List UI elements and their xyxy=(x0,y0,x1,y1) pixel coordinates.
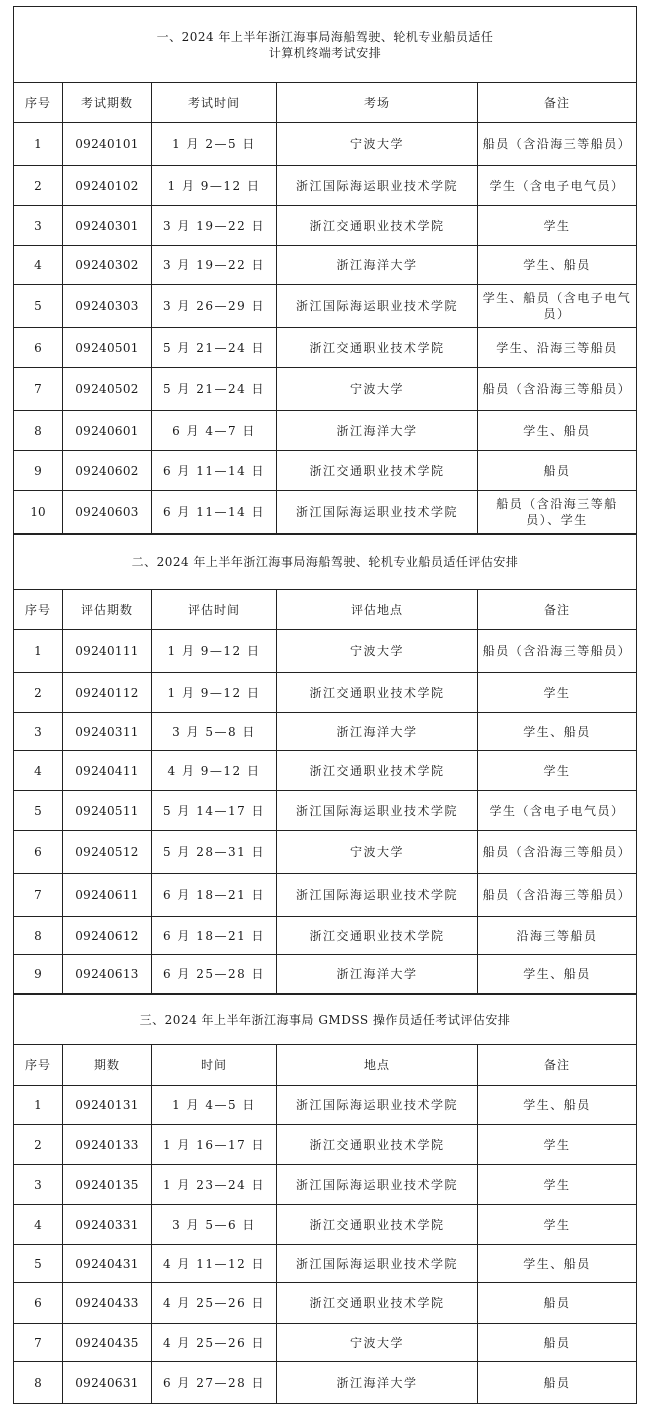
table-cell-note: 学生、沿海三等船员 xyxy=(478,328,637,368)
table-cell-date: 6 月 18—21 日 xyxy=(152,874,277,917)
table-row xyxy=(14,451,637,491)
column-header: 考试时间 xyxy=(152,83,277,123)
table-cell-num: 10 xyxy=(14,491,63,534)
table-row xyxy=(14,831,637,874)
table-row xyxy=(14,713,637,751)
section-title xyxy=(14,7,637,83)
table-cell-num: 6 xyxy=(14,328,63,368)
section-title-line1: 一、2024 年上半年浙江海事局海船驾驶、轮机专业船员适任 xyxy=(156,29,494,44)
table-cell-id: 09240133 xyxy=(63,1125,152,1165)
column-header: 评估地点 xyxy=(277,590,478,630)
table-cell-num: 1 xyxy=(14,1086,63,1125)
table-cell-venue: 宁波大学 xyxy=(277,368,478,411)
table-row xyxy=(14,1165,637,1205)
table-row xyxy=(14,917,637,955)
table-cell-date: 6 月 27—28 日 xyxy=(152,1362,277,1404)
column-header: 考试期数 xyxy=(63,83,152,123)
table-cell-num: 6 xyxy=(14,1283,63,1324)
table-cell-id: 09240311 xyxy=(63,713,152,751)
table-cell-note: 船员（含沿海三等船员） xyxy=(478,123,637,166)
table-cell-date: 1 月 23—24 日 xyxy=(152,1165,277,1205)
table-cell-note: 船员（含沿海三等船员） xyxy=(478,630,637,673)
column-header: 考场 xyxy=(277,83,478,123)
table-cell-num: 7 xyxy=(14,1324,63,1362)
table-row xyxy=(14,1086,637,1125)
table-cell-date: 3 月 19—22 日 xyxy=(152,246,277,285)
table-cell-num: 2 xyxy=(14,673,63,713)
table-cell-note: 船员 xyxy=(478,1362,637,1404)
table-cell-date: 6 月 11—14 日 xyxy=(152,491,277,534)
table-cell-venue: 宁波大学 xyxy=(277,630,478,673)
table-cell-date: 6 月 25—28 日 xyxy=(152,955,277,994)
table-cell-num: 7 xyxy=(14,368,63,411)
table-row xyxy=(14,246,637,285)
table-cell-id: 09240612 xyxy=(63,917,152,955)
table-cell-num: 9 xyxy=(14,955,63,994)
schedule-table-3 xyxy=(13,994,637,1404)
table-cell-venue: 浙江交通职业技术学院 xyxy=(277,1283,478,1324)
table-cell-id: 09240112 xyxy=(63,673,152,713)
table-cell-venue: 宁波大学 xyxy=(277,1324,478,1362)
table-cell-num: 2 xyxy=(14,1125,63,1165)
table-cell-venue: 浙江交通职业技术学院 xyxy=(277,451,478,491)
table-cell-note: 船员 xyxy=(478,451,637,491)
table-cell-note: 学生（含电子电气员） xyxy=(478,791,637,831)
table-cell-id: 09240433 xyxy=(63,1283,152,1324)
table-row xyxy=(14,1283,637,1324)
table-cell-date: 4 月 11—12 日 xyxy=(152,1245,277,1283)
table-row xyxy=(14,1245,637,1283)
schedule-document xyxy=(13,6,636,1404)
table-cell-id: 09240302 xyxy=(63,246,152,285)
column-header: 评估期数 xyxy=(63,590,152,630)
table-row xyxy=(14,411,637,451)
table-cell-venue: 宁波大学 xyxy=(277,123,478,166)
table-cell-num: 1 xyxy=(14,123,63,166)
table-cell-venue: 浙江海洋大学 xyxy=(277,411,478,451)
table-cell-date: 4 月 25—26 日 xyxy=(152,1324,277,1362)
table-row xyxy=(14,285,637,328)
table-row xyxy=(14,751,637,791)
header-row xyxy=(14,590,637,630)
table-cell-venue: 宁波大学 xyxy=(277,831,478,874)
table-cell-note: 学生、船员 xyxy=(478,713,637,751)
column-header: 时间 xyxy=(152,1045,277,1086)
table-cell-num: 5 xyxy=(14,285,63,328)
table-cell-note: 学生、船员 xyxy=(478,1086,637,1125)
table-cell-id: 09240131 xyxy=(63,1086,152,1125)
table-cell-id: 09240613 xyxy=(63,955,152,994)
table-cell-note: 学生、船员 xyxy=(478,246,637,285)
table-row xyxy=(14,166,637,206)
table-cell-note: 学生 xyxy=(478,1125,637,1165)
table-cell-num: 7 xyxy=(14,874,63,917)
table-cell-date: 1 月 9—12 日 xyxy=(152,673,277,713)
column-header: 期数 xyxy=(63,1045,152,1086)
column-header: 序号 xyxy=(14,83,63,123)
table-cell-date: 6 月 4—7 日 xyxy=(152,411,277,451)
table-cell-date: 5 月 14—17 日 xyxy=(152,791,277,831)
section-title-line1: 二、2024 年上半年浙江海事局海船驾驶、轮机专业船员适任评估安排 xyxy=(131,555,519,569)
table-cell-note: 学生 xyxy=(478,206,637,246)
table-cell-num: 4 xyxy=(14,1205,63,1245)
table-cell-id: 09240111 xyxy=(63,630,152,673)
table-cell-num: 8 xyxy=(14,917,63,955)
table-cell-id: 09240611 xyxy=(63,874,152,917)
table-cell-note: 船员 xyxy=(478,1283,637,1324)
table-cell-venue: 浙江国际海运职业技术学院 xyxy=(277,1165,478,1205)
table-cell-note: 学生、船员 xyxy=(478,1245,637,1283)
table-row xyxy=(14,123,637,166)
column-header: 评估时间 xyxy=(152,590,277,630)
table-cell-venue: 浙江交通职业技术学院 xyxy=(277,751,478,791)
table-cell-note: 学生 xyxy=(478,673,637,713)
table-cell-note: 学生、船员 xyxy=(478,411,637,451)
table-cell-num: 3 xyxy=(14,713,63,751)
table-cell-venue: 浙江交通职业技术学院 xyxy=(277,206,478,246)
table-row xyxy=(14,206,637,246)
table-cell-num: 4 xyxy=(14,751,63,791)
section-title-line2: 计算机终端考试安排 xyxy=(268,45,382,60)
header-row xyxy=(14,1045,637,1086)
table-cell-num: 2 xyxy=(14,166,63,206)
table-cell-note: 船员 xyxy=(478,1324,637,1362)
table-cell-venue: 浙江交通职业技术学院 xyxy=(277,1125,478,1165)
table-row xyxy=(14,491,637,534)
table-cell-venue: 浙江海洋大学 xyxy=(277,713,478,751)
table-cell-id: 09240303 xyxy=(63,285,152,328)
table-cell-venue: 浙江海洋大学 xyxy=(277,1362,478,1404)
table-cell-date: 1 月 9—12 日 xyxy=(152,166,277,206)
table-cell-note: 船员（含沿海三等船员） xyxy=(478,874,637,917)
schedule-table-1 xyxy=(13,6,637,534)
table-cell-date: 1 月 4—5 日 xyxy=(152,1086,277,1125)
table-cell-note: 学生、船员 xyxy=(478,955,637,994)
table-row xyxy=(14,1324,637,1362)
table-cell-num: 5 xyxy=(14,791,63,831)
table-cell-id: 09240301 xyxy=(63,206,152,246)
column-header: 备注 xyxy=(478,83,637,123)
table-cell-date: 3 月 19—22 日 xyxy=(152,206,277,246)
table-cell-id: 09240502 xyxy=(63,368,152,411)
table-row xyxy=(14,328,637,368)
table-cell-num: 9 xyxy=(14,451,63,491)
table-cell-venue: 浙江国际海运职业技术学院 xyxy=(277,1086,478,1125)
table-cell-venue: 浙江海洋大学 xyxy=(277,955,478,994)
table-cell-num: 8 xyxy=(14,1362,63,1404)
table-cell-note: 学生 xyxy=(478,751,637,791)
table-cell-venue: 浙江国际海运职业技术学院 xyxy=(277,791,478,831)
table-cell-venue: 浙江国际海运职业技术学院 xyxy=(277,1245,478,1283)
table-cell-id: 09240102 xyxy=(63,166,152,206)
table-cell-date: 1 月 16—17 日 xyxy=(152,1125,277,1165)
table-cell-id: 09240511 xyxy=(63,791,152,831)
column-header: 地点 xyxy=(277,1045,478,1086)
table-cell-venue: 浙江交通职业技术学院 xyxy=(277,1205,478,1245)
table-row xyxy=(14,1205,637,1245)
table-cell-date: 6 月 18—21 日 xyxy=(152,917,277,955)
table-cell-note: 学生 xyxy=(478,1165,637,1205)
table-row xyxy=(14,368,637,411)
table-cell-id: 09240331 xyxy=(63,1205,152,1245)
table-cell-date: 1 月 2—5 日 xyxy=(152,123,277,166)
table-cell-note: 学生、船员（含电子电气员） xyxy=(478,285,637,328)
table-cell-venue: 浙江国际海运职业技术学院 xyxy=(277,874,478,917)
table-row xyxy=(14,874,637,917)
column-header: 序号 xyxy=(14,1045,63,1086)
table-cell-note: 学生 xyxy=(478,1205,637,1245)
table-cell-venue: 浙江国际海运职业技术学院 xyxy=(277,285,478,328)
table-row xyxy=(14,673,637,713)
table-cell-date: 3 月 26—29 日 xyxy=(152,285,277,328)
schedule-table-2 xyxy=(13,534,637,994)
table-cell-id: 09240631 xyxy=(63,1362,152,1404)
table-cell-id: 09240135 xyxy=(63,1165,152,1205)
table-cell-venue: 浙江国际海运职业技术学院 xyxy=(277,166,478,206)
table-cell-num: 3 xyxy=(14,206,63,246)
table-cell-date: 4 月 9—12 日 xyxy=(152,751,277,791)
table-cell-venue: 浙江交通职业技术学院 xyxy=(277,917,478,955)
section-title xyxy=(14,535,637,590)
table-cell-num: 8 xyxy=(14,411,63,451)
column-header: 备注 xyxy=(478,590,637,630)
table-cell-date: 4 月 25—26 日 xyxy=(152,1283,277,1324)
table-cell-note: 船员（含沿海三等船员） xyxy=(478,831,637,874)
table-cell-date: 1 月 9—12 日 xyxy=(152,630,277,673)
table-cell-num: 4 xyxy=(14,246,63,285)
table-row xyxy=(14,791,637,831)
section-title xyxy=(14,995,637,1045)
table-cell-date: 5 月 28—31 日 xyxy=(152,831,277,874)
table-cell-num: 1 xyxy=(14,630,63,673)
table-cell-id: 09240501 xyxy=(63,328,152,368)
table-cell-num: 6 xyxy=(14,831,63,874)
table-cell-id: 09240435 xyxy=(63,1324,152,1362)
table-row xyxy=(14,955,637,994)
table-cell-id: 09240101 xyxy=(63,123,152,166)
table-cell-id: 09240512 xyxy=(63,831,152,874)
table-cell-id: 09240601 xyxy=(63,411,152,451)
table-cell-venue: 浙江海洋大学 xyxy=(277,246,478,285)
table-cell-date: 3 月 5—8 日 xyxy=(152,713,277,751)
column-header: 序号 xyxy=(14,590,63,630)
table-cell-venue: 浙江国际海运职业技术学院 xyxy=(277,491,478,534)
section-title-line1: 三、2024 年上半年浙江海事局 GMDSS 操作员适任考试评估安排 xyxy=(139,1012,511,1027)
column-header: 备注 xyxy=(478,1045,637,1086)
table-row xyxy=(14,1125,637,1165)
table-cell-note: 沿海三等船员 xyxy=(478,917,637,955)
table-cell-num: 3 xyxy=(14,1165,63,1205)
table-cell-id: 09240431 xyxy=(63,1245,152,1283)
table-cell-note: 学生（含电子电气员） xyxy=(478,166,637,206)
table-cell-date: 5 月 21—24 日 xyxy=(152,368,277,411)
table-cell-id: 09240411 xyxy=(63,751,152,791)
table-row xyxy=(14,630,637,673)
table-cell-date: 5 月 21—24 日 xyxy=(152,328,277,368)
table-cell-venue: 浙江交通职业技术学院 xyxy=(277,673,478,713)
table-cell-date: 3 月 5—6 日 xyxy=(152,1205,277,1245)
header-row xyxy=(14,83,637,123)
table-cell-id: 09240602 xyxy=(63,451,152,491)
table-cell-date: 6 月 11—14 日 xyxy=(152,451,277,491)
table-cell-venue: 浙江交通职业技术学院 xyxy=(277,328,478,368)
table-cell-id: 09240603 xyxy=(63,491,152,534)
table-cell-num: 5 xyxy=(14,1245,63,1283)
table-cell-note: 船员（含沿海三等船员）、学生 xyxy=(478,491,637,534)
table-row xyxy=(14,1362,637,1404)
table-cell-note: 船员（含沿海三等船员） xyxy=(478,368,637,411)
